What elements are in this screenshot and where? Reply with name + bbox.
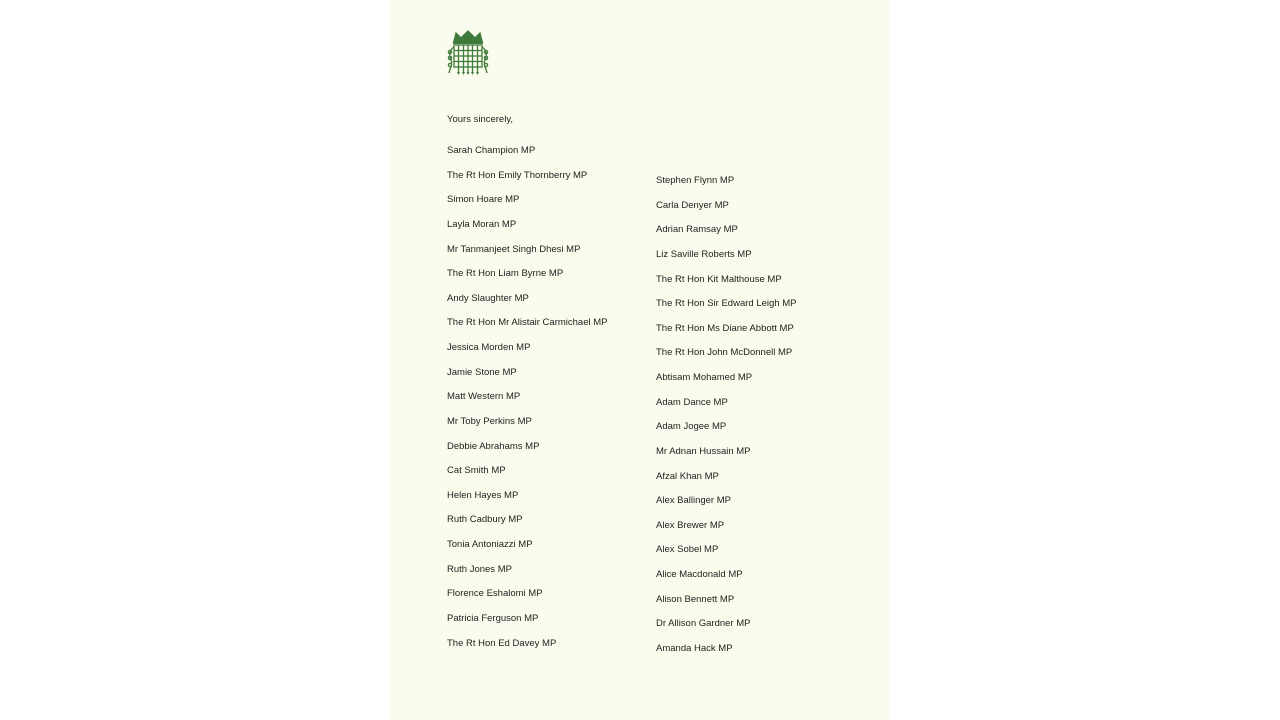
signatory-name: Mr Adnan Hussain MP (656, 445, 751, 457)
signatory-name: Afzal Khan MP (656, 470, 719, 482)
signatory-name: Liz Saville Roberts MP (656, 248, 752, 260)
signatory-name: Jessica Morden MP (447, 342, 531, 353)
signatory-name: Jamie Stone MP (447, 366, 517, 378)
signatory-name: Alex Ballinger MP (656, 495, 731, 507)
sign-off: Yours sincerely, (447, 114, 514, 125)
signatory-name: Matt Western MP (447, 391, 521, 403)
signatory-list-left (447, 145, 607, 662)
letter-page (390, 0, 889, 720)
signatory-name: Dr Allison Gardner MP (656, 618, 751, 630)
signatory-name: Mr Tanmanjeet Singh Dhesi MP (447, 243, 581, 255)
signatory-name: The Rt Hon Liam Byrne MP (447, 268, 564, 280)
signatory-name: Alex Brewer MP (656, 519, 725, 531)
signatory-name: Adam Dance MP (656, 396, 728, 408)
signatory-name: Patricia Ferguson MP (447, 612, 539, 624)
signatory-name: Debbie Abrahams MP (447, 440, 540, 452)
signatory-name: Andy Slaughter MP (447, 292, 529, 304)
signatory-list-right (656, 175, 796, 668)
signatory-name: The Rt Hon Ms Diane Abbott MP (656, 322, 794, 334)
signatory-name: The Rt Hon Sir Edward Leigh MP (656, 298, 797, 310)
signatory-name: Helen Hayes MP (447, 489, 519, 501)
signatory-name: Sarah Champion MP (447, 145, 536, 156)
signatory-name: Florence Eshalomi MP (447, 588, 543, 600)
signatory-name: Adrian Ramsay MP (656, 224, 738, 236)
signatory-name: Alex Sobel MP (656, 544, 719, 556)
signatory-name: Layla Moran MP (447, 218, 517, 230)
signatory-name: Mr Toby Perkins MP (447, 415, 532, 427)
signatory-name: The Rt Hon Ed Davey MP (447, 637, 557, 649)
signatory-name: Ruth Jones MP (447, 563, 512, 575)
signatory-name: Stephen Flynn MP (656, 175, 735, 186)
signatory-name: The Rt Hon Kit Malthouse MP (656, 273, 782, 285)
signatory-name: Cat Smith MP (447, 465, 506, 477)
signatory-name: Simon Hoare MP (447, 194, 520, 206)
signatory-name: Tonia Antoniazzi MP (447, 539, 533, 550)
signatory-name: The Rt Hon John McDonnell MP (656, 347, 793, 359)
signatory-name: Ruth Cadbury MP (447, 514, 523, 526)
signatory-name: Abtisam Mohamed MP (656, 372, 753, 383)
signatory-name: The Rt Hon Mr Alistair Carmichael MP (447, 317, 608, 329)
signatory-name: Alice Macdonald MP (656, 569, 743, 580)
signatory-name: Amanda Hack MP (656, 642, 733, 654)
signatory-name: Alison Bennett MP (656, 593, 735, 605)
signatory-name: Carla Denyer MP (656, 199, 729, 211)
signatory-name: The Rt Hon Emily Thornberry MP (447, 169, 588, 181)
signatory-name: Adam Jogee MP (656, 421, 727, 433)
portcullis-crest-icon (447, 30, 489, 76)
